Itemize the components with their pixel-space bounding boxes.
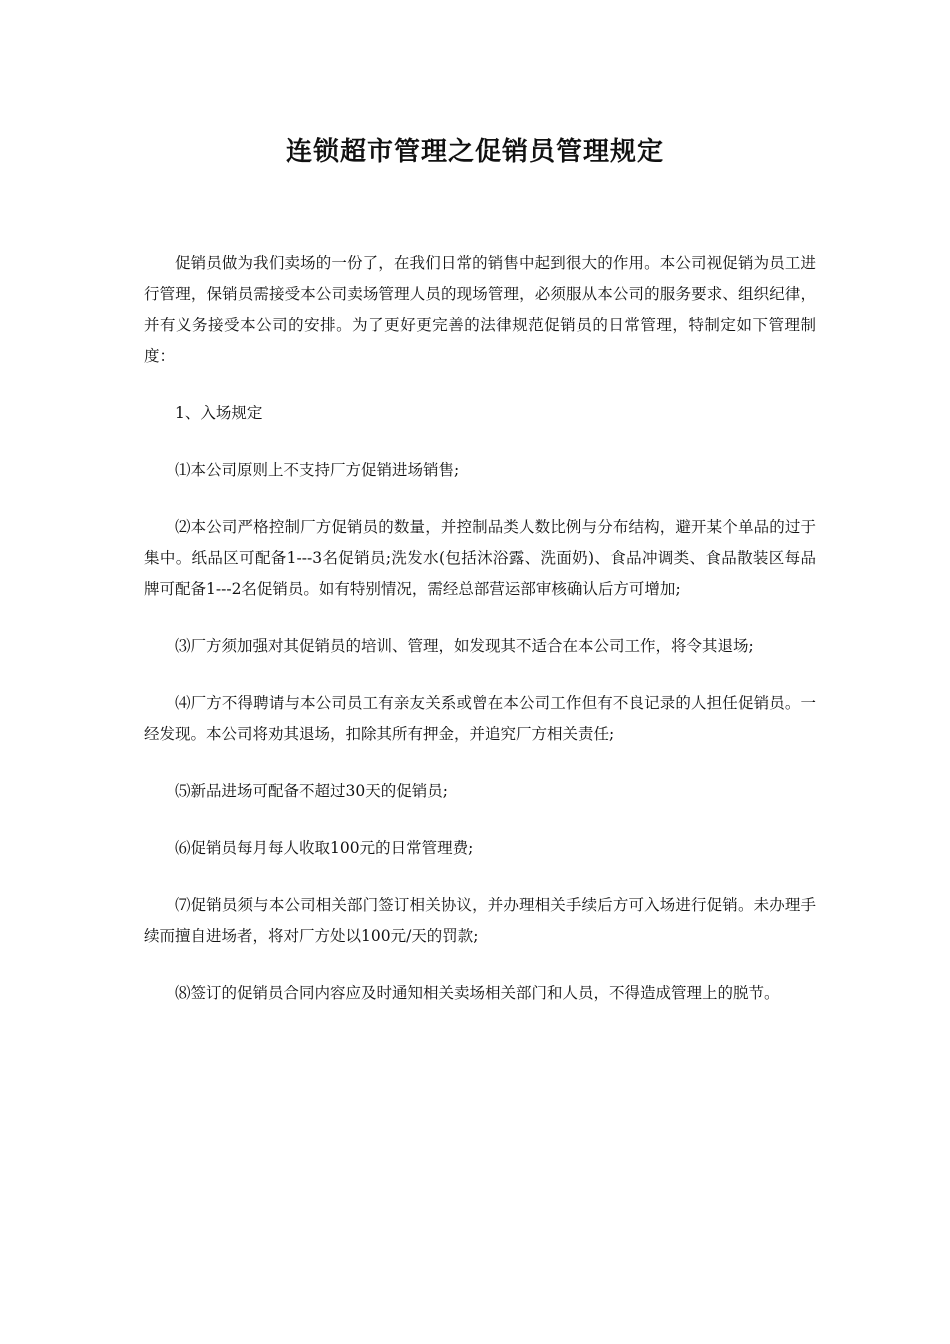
rule-item-1: ⑴本公司原则上不支持厂方促销进场销售;: [175, 461, 460, 479]
rule-item-5: ⑸新品进场可配备不超过30天的促销员;: [175, 782, 448, 800]
intro-paragraph: 促销员做为我们卖场的一份了，在我们日常的销售中起到很大的作用。本公司视促销为员工进行管理，保销员需接受本公司卖场管理人员的现场管理，必须服从本公司的服务要求、组织纪律，并有义务接受本公司的安排。为了更好更完善的法律规范促销员的日常管理，特制定如下管理制度：: [144, 254, 816, 365]
rule-item-3: ⑶厂方须加强对其促销员的培训、管理，如发现其不适合在本公司工作，将令其退场;: [175, 637, 754, 655]
rule-item-4: ⑷厂方不得聘请与本公司员工有亲友关系或曾在本公司工作但有不良记录的人担任促销员。一经发现。本公司将劝其退场，扣除其所有押金，并追究厂方相关责任;: [144, 694, 816, 743]
document-title: 连锁超市管理之促销员管理规定: [285, 137, 664, 167]
section-heading-entry-rules: 1、入场规定: [175, 404, 263, 422]
rule-item-2: ⑵本公司严格控制厂方促销员的数量，并控制品类人数比例与分布结构，避开某个单品的过于集中。纸品区可配备1---3名促销员;洗发水(包括沐浴露、洗面奶)、食品冲调类、食品散装区每品牌可配备1---2名促销员。如有特别情况，需经总部营运部审核确认后方可增加;: [144, 518, 816, 598]
rule-item-7: ⑺促销员须与本公司相关部门签订相关协议，并办理相关手续后方可入场进行促销。未办理手续而擅自进场者，将对厂方处以100元/天的罚款;: [144, 896, 816, 945]
rule-item-6: ⑹促销员每月每人收取100元的日常管理费;: [175, 839, 474, 857]
rule-item-8: ⑻签订的促销员合同内容应及时通知相关卖场相关部门和人员，不得造成管理上的脱节。: [175, 984, 780, 1002]
document-body: [144, 248, 816, 1035]
